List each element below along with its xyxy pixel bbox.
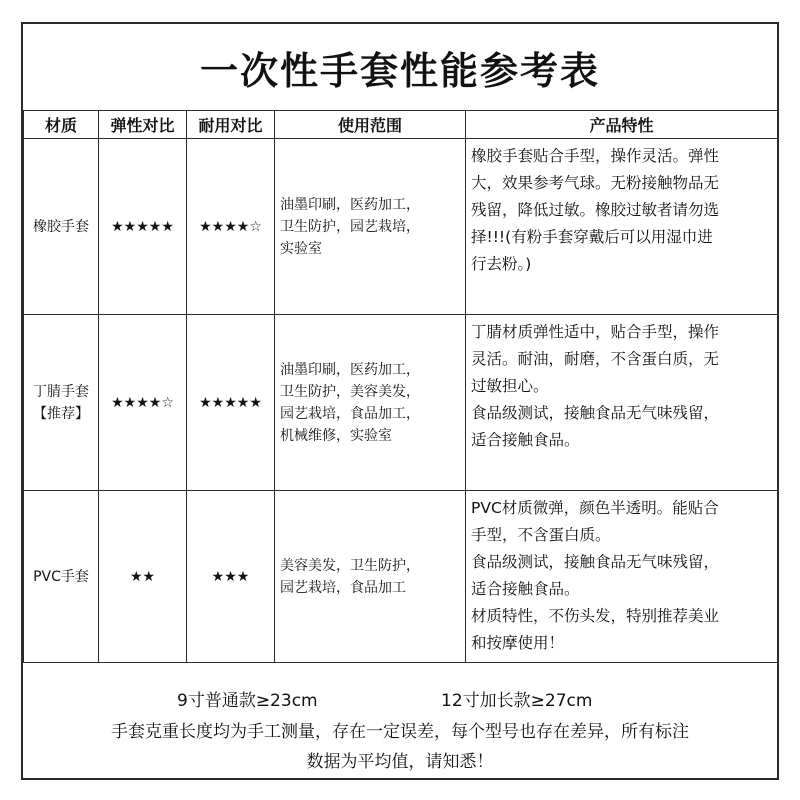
feature-line: 适合接触食品。 [471,431,580,449]
material-cell [24,491,99,663]
size-long: 12寸加长款≥27cm [441,691,593,711]
material-name: PVC手套 [33,568,89,585]
recommended-tag: 【推荐】 [33,405,89,422]
feature-line: 食品级测试，接触食品无气味残留， [471,553,720,571]
header-scope: 使用范围 [275,111,466,139]
feature-line: 灵活。耐油，耐磨，不含蛋白质，无 [471,350,720,368]
scope-cell [275,491,466,663]
header-material: 材质 [24,111,99,139]
scope-line: 卫生防护，园艺栽培， [280,218,420,235]
scope-line: 机械维修，实验室 [280,427,392,444]
header-elasticity: 弹性对比 [99,111,187,139]
feature-line: 橡胶手套贴合手型，操作灵活。弹性 [471,147,720,165]
features-cell [466,315,778,491]
features-cell [466,491,778,663]
table-row [24,315,778,491]
feature-line: 适合接触食品。 [471,580,580,598]
scope-line: 园艺栽培，食品加工 [280,579,406,596]
material-cell [24,315,99,491]
reference-sheet [21,22,779,780]
table-row [24,139,778,315]
elasticity-rating: ★★ [99,491,187,663]
durability-rating: ★★★ [187,491,275,663]
scope-line: 园艺栽培，食品加工， [280,405,420,422]
table-row [24,491,778,663]
header-durability: 耐用对比 [187,111,275,139]
scope-cell [275,315,466,491]
note-line: 数据为平均值，请知悉！ [306,752,494,772]
scope-line: 油墨印刷，医药加工， [280,196,420,213]
feature-line: 行去粉。) [471,255,532,273]
feature-line: 择!!!(有粉手套穿戴后可以用湿巾进 [471,228,713,246]
scope-line: 卫生防护，美容美发， [280,383,420,400]
scope-line: 美容美发，卫生防护， [280,557,420,574]
feature-line: 大，效果参考气球。无粉接触物品无 [471,174,720,192]
material-name: 丁腈手套 [33,383,89,400]
material-cell [24,139,99,315]
table-header-row [24,111,778,139]
material-name: 橡胶手套 [33,218,89,235]
size-standard: 9寸普通款≥23cm [177,691,318,711]
features-cell [466,139,778,315]
feature-line: 丁腈材质弹性适中，贴合手型，操作 [471,323,720,341]
glove-comparison-table [23,110,778,663]
durability-rating: ★★★★☆ [187,139,275,315]
feature-line: 材质特性，不伤头发，特别推荐美业 [471,607,720,625]
note-line: 手套克重长度均为手工测量，存在一定误差，每个型号也存在差异，所有标注 [111,722,689,742]
page-title: 一次性手套性能参考表 [199,48,600,93]
scope-line: 实验室 [280,240,322,257]
measurement-note [23,717,777,777]
feature-line: PVC材质微弹，颜色半透明。能贴合 [471,499,719,517]
feature-line: 残留，降低过敏。橡胶过敏者请勿选 [471,201,720,219]
scope-cell [275,139,466,315]
elasticity-rating: ★★★★☆ [99,315,187,491]
scope-line: 油墨印刷，医药加工， [280,361,420,378]
size-info [23,686,777,712]
feature-line: 食品级测试，接触食品无气味残留， [471,404,720,422]
durability-rating: ★★★★★ [187,315,275,491]
feature-line: 手型，不含蛋白质。 [471,526,611,544]
footer-notes [23,669,777,779]
feature-line: 过敏担心。 [471,377,549,395]
elasticity-rating: ★★★★★ [99,139,187,315]
header-features: 产品特性 [466,111,778,139]
feature-line: 和按摩使用！ [471,634,565,652]
